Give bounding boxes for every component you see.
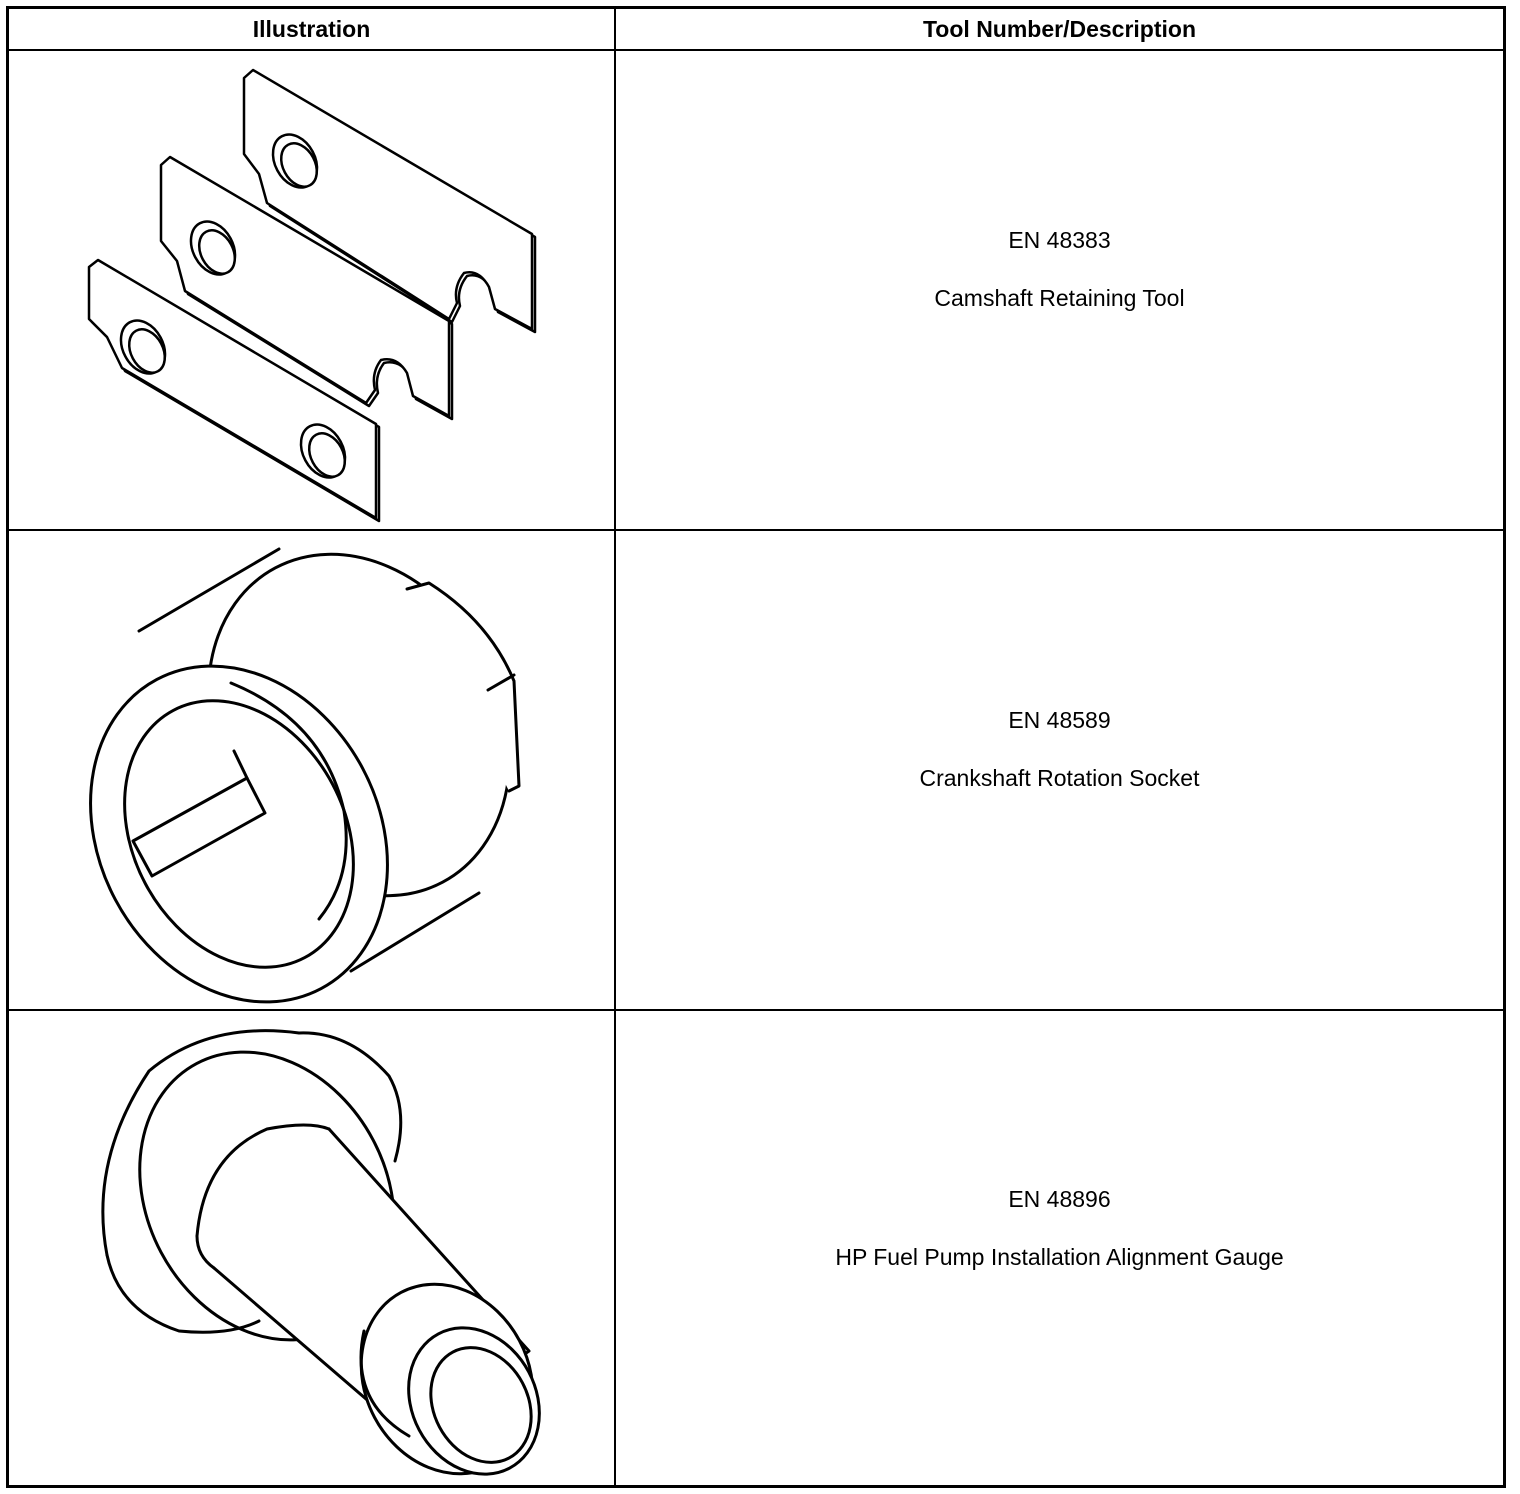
table-row	[9, 51, 1503, 531]
table-row	[9, 1011, 1503, 1488]
tool-description: Crankshaft Rotation Socket	[919, 764, 1200, 791]
camshaft-retaining-plates-icon	[9, 51, 614, 529]
description-cell	[616, 531, 1503, 1009]
tool-number: EN 48383	[1008, 226, 1111, 253]
tool-description: Camshaft Retaining Tool	[934, 284, 1185, 311]
crankshaft-socket-icon	[9, 531, 614, 1009]
alignment-gauge-icon	[9, 1011, 614, 1486]
table-row	[9, 531, 1503, 1011]
tool-description: HP Fuel Pump Installation Alignment Gauge	[835, 1244, 1284, 1270]
header-illustration-cell	[9, 9, 616, 49]
table-header-row	[9, 9, 1503, 51]
tool-table	[6, 6, 1506, 1488]
header-tool-description: Tool Number/Description	[922, 15, 1197, 42]
header-illustration: Illustration	[252, 15, 371, 42]
illustration-cell	[9, 531, 616, 1009]
description-cell	[616, 51, 1503, 529]
tool-number: EN 48896	[1008, 1186, 1111, 1212]
tool-number: EN 48589	[1008, 706, 1111, 733]
illustration-cell	[9, 51, 616, 529]
description-cell	[616, 1011, 1503, 1488]
illustration-cell	[9, 1011, 616, 1488]
header-tool-cell	[616, 9, 1503, 49]
